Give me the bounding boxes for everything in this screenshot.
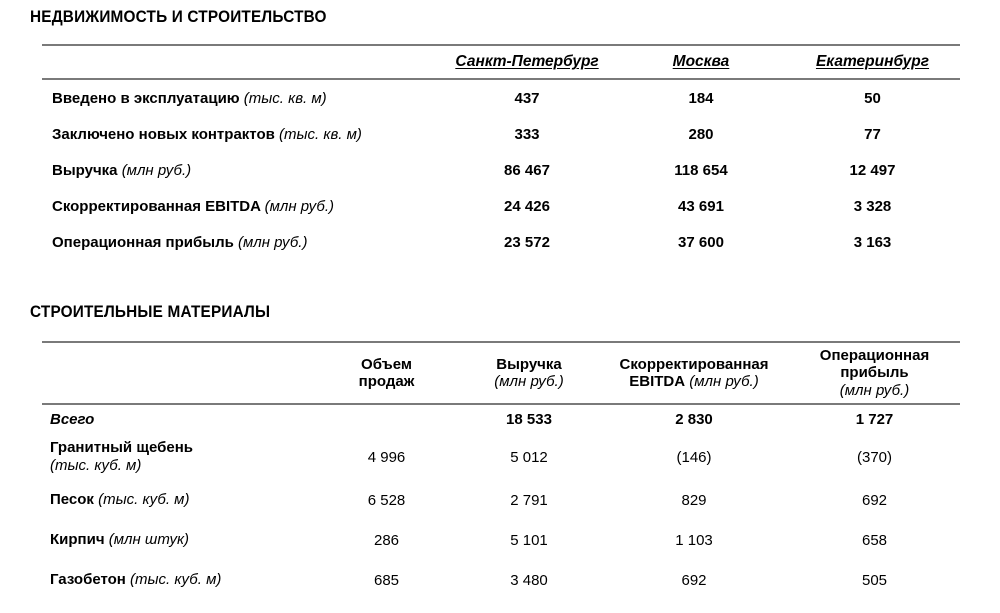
row-label-text: Песок [50,491,94,508]
table-row [42,116,960,152]
header-row [42,343,960,403]
table-row [42,224,960,260]
cell-value: 829 [681,491,707,509]
header-cell-sales-volume [314,343,459,403]
cell-value: 692 [861,491,888,509]
header-label-ekaterinburg: Екатеринбург [815,53,930,70]
cell-value: (370) [856,448,893,466]
table-body [42,405,960,600]
header-line [603,373,785,390]
cell-value: 2 830 [675,411,713,428]
table-header [42,343,960,403]
cell-value: 5 012 [510,448,548,466]
row-label-unit: (тыс. куб. м) [130,571,222,588]
header-line: продаж [358,373,415,390]
cell-value: 3 328 [853,197,892,215]
row-label-unit: (тыс. кв. м) [279,125,362,143]
table-header [42,46,960,78]
cell-value: 86 467 [504,161,550,179]
row-label-unit: (млн руб.) [121,161,192,179]
header-label-spb: Санкт-Петербург [455,53,599,70]
row-label-unit: (млн руб.) [238,233,308,251]
row-label-text: Заключено новых контрактов [52,125,275,143]
row-label [42,152,437,188]
cell-value: 3 163 [853,233,892,251]
header-label-moscow: Москва [672,53,730,70]
header-ebitda-word: EBITDA [629,373,686,390]
cell-value: 43 691 [678,197,724,215]
row-label [42,188,437,224]
cell-value: 23 572 [504,233,550,251]
cell-value: 77 [864,125,881,143]
row-label [42,434,314,480]
header-cell-moscow [617,46,785,78]
cell-value: 50 [864,89,881,107]
cell-value: (146) [676,448,712,466]
cell-value: 333 [514,125,540,143]
cell-value: 24 426 [504,197,550,215]
cell-value: 692 [681,571,707,589]
header-cell-blank [42,343,314,403]
row-label-unit: (тыс. куб. м) [98,491,190,508]
header-row [42,46,960,78]
header-line: Выручка [496,355,562,373]
cell-value: 286 [373,531,400,549]
cell-value: 280 [688,125,714,143]
table-row-total [42,405,960,434]
cell-value: 505 [861,571,888,589]
cell-value: 1 727 [855,411,894,428]
table-row [42,560,960,600]
materials-table [42,341,960,600]
table-row [42,188,960,224]
row-label [42,80,437,116]
row-label-text: Кирпич [50,531,105,548]
row-label-unit: (млн руб.) [264,197,335,215]
row-label-unit: (млн штук) [108,531,190,548]
table-row [42,80,960,116]
table-row [42,480,960,520]
header-line: прибыль [840,364,909,382]
cell-value: 658 [861,531,888,549]
header-line: Скорректированная [619,355,769,373]
row-label [42,520,314,560]
cell-value: 437 [514,89,540,107]
row-label-text: Газобетон [50,571,126,588]
row-label [42,560,314,600]
header-line-unit: (млн руб.) [494,373,564,390]
cell-value: 2 791 [510,491,548,509]
header-line: Объем [361,355,412,373]
header-cell-ekaterinburg [785,46,960,78]
cell-value: 118 654 [674,161,728,179]
cell-value [314,405,459,434]
table-row [42,520,960,560]
header-cell-blank [42,46,437,78]
row-label [42,224,437,260]
header-cell-spb [437,46,617,78]
header-cell-revenue [459,343,599,403]
table-row [42,152,960,188]
table-body [42,80,960,260]
cell-value: 12 497 [849,161,896,179]
row-label-unit: (тыс. куб. м) [50,457,142,474]
row-label-text: Введено в эксплуатацию [52,89,240,107]
row-label [42,116,437,152]
row-label-text: Операционная прибыль [52,233,234,251]
cell-value: 3 480 [510,571,548,589]
row-label-text: Гранитный щебень [50,439,194,456]
row-label-text: Скорректированная EBITDA [52,197,261,215]
row-label-text: Выручка [52,161,118,179]
header-line: Операционная [819,346,930,364]
header-cell-adjusted-ebitda [599,343,789,403]
header-line-unit: (млн руб.) [839,381,910,399]
cell-value: 37 600 [678,233,724,251]
header-cell-operating-profit [789,343,960,403]
row-label-unit: (тыс. кв. м) [243,89,327,107]
cell-value: 1 103 [675,531,713,549]
row-label: Всего [50,410,95,428]
table-row [42,434,960,480]
cell-value: 6 528 [367,491,406,509]
header-ebitda-unit: (млн руб.) [689,373,759,390]
real-estate-table [42,44,960,260]
cell-value: 4 996 [367,448,406,466]
row-label [42,480,314,520]
section-heading-real-estate: НЕДВИЖИМОСТЬ И СТРОИТЕЛЬСТВО [30,8,327,26]
cell-value: 184 [688,89,714,107]
cell-value: 5 101 [510,531,548,549]
cell-value: 18 533 [506,411,552,428]
cell-value: 685 [373,571,400,589]
section-heading-materials: СТРОИТЕЛЬНЫЕ МАТЕРИАЛЫ [30,303,271,321]
